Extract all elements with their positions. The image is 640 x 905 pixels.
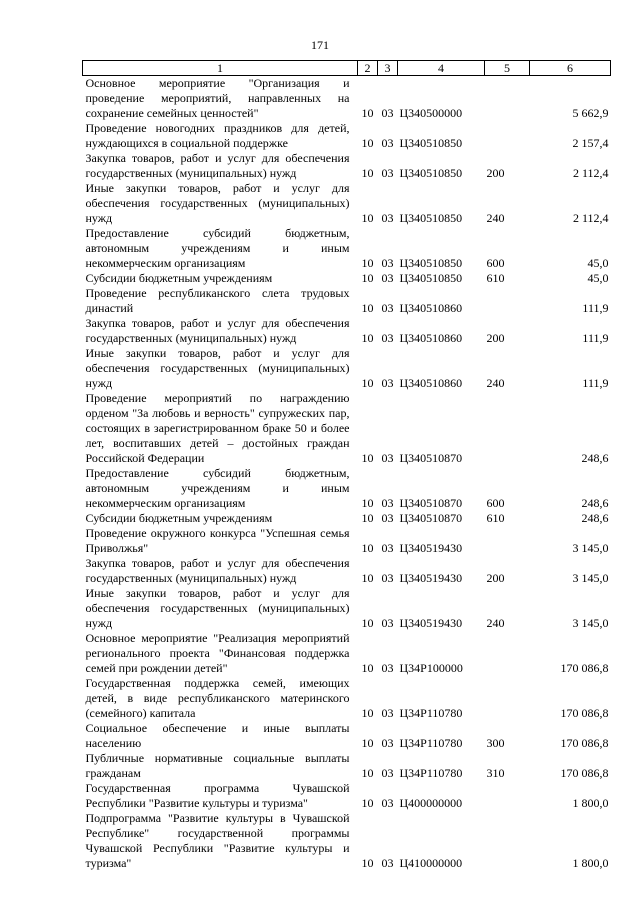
row-subsection: 03 xyxy=(381,856,394,870)
row-subsection: 03 xyxy=(381,736,394,750)
row-name: Государственная поддержка семей, имеющих детей, в виде республиканского материнского (семейного) капитала xyxy=(85,676,350,720)
row-name: Проведение окружного конкурса "Успешная семья Приволжья" xyxy=(85,526,350,555)
row-target-article: Ц340510850 xyxy=(399,271,463,285)
table-row xyxy=(83,121,611,151)
row-subsection: 03 xyxy=(381,661,394,675)
table-row xyxy=(83,586,611,631)
row-name: Государственная программа Чувашской Республики "Развитие культуры и туризма" xyxy=(85,781,350,810)
table-row xyxy=(83,286,611,316)
row-section: 10 xyxy=(361,496,374,510)
table-row xyxy=(83,556,611,586)
row-target-article: Ц340510850 xyxy=(399,166,463,180)
row-subsection: 03 xyxy=(381,211,394,225)
row-name: Иные закупки товаров, работ и услуг для обеспечения государственных (муниципальных) нужд xyxy=(85,586,350,630)
row-target-article: Ц34P110780 xyxy=(399,706,463,720)
row-name: Закупка товаров, работ и услуг для обеспечения государственных (муниципальных) нужд xyxy=(85,316,350,345)
row-name: Публичные нормативные социальные выплаты гражданам xyxy=(85,751,350,780)
row-section: 10 xyxy=(361,106,374,120)
row-target-article: Ц340519430 xyxy=(399,541,463,555)
table-row xyxy=(83,676,611,721)
row-target-article: Ц340510870 xyxy=(399,511,463,525)
row-target-article: Ц34P110780 xyxy=(399,766,463,780)
row-section: 10 xyxy=(361,331,374,345)
header-col-1: 1 xyxy=(83,61,358,76)
row-amount: 170 086,8 xyxy=(560,706,609,720)
row-amount: 1 800,0 xyxy=(572,796,609,810)
row-amount: 1 800,0 xyxy=(572,856,609,870)
row-name: Закупка товаров, работ и услуг для обеспечения государственных (муниципальных) нужд xyxy=(85,556,350,585)
row-subsection: 03 xyxy=(381,376,394,390)
row-amount: 170 086,8 xyxy=(560,736,609,750)
table-row xyxy=(83,181,611,226)
table-row xyxy=(83,271,611,286)
table-row xyxy=(83,466,611,511)
row-section: 10 xyxy=(361,766,374,780)
row-expense-type xyxy=(485,631,530,676)
row-target-article: Ц340510860 xyxy=(399,301,463,315)
row-name: Основное мероприятие "Реализация мероприятий регионального проекта "Финансовая поддержка семей при рождении детей" xyxy=(85,631,350,675)
row-section: 10 xyxy=(361,736,374,750)
row-section: 10 xyxy=(361,856,374,870)
row-subsection: 03 xyxy=(381,136,394,150)
row-name: Подпрограмма "Развитие культуры в Чувашской Республике" государственной программы Чувашской Республики "Развитие культуры и туризма" xyxy=(85,811,350,870)
row-expense-type xyxy=(485,76,530,122)
row-expense-type xyxy=(485,286,530,316)
row-section: 10 xyxy=(361,661,374,675)
row-expense-type: 240 xyxy=(486,211,505,225)
row-expense-type: 240 xyxy=(486,376,505,390)
row-target-article: Ц340510870 xyxy=(399,496,463,510)
header-col-6: 6 xyxy=(530,61,611,76)
row-subsection: 03 xyxy=(381,796,394,810)
row-section: 10 xyxy=(361,706,374,720)
row-section: 10 xyxy=(361,511,374,525)
row-name: Иные закупки товаров, работ и услуг для обеспечения государственных (муниципальных) нужд xyxy=(85,181,350,225)
row-expense-type: 200 xyxy=(486,571,505,585)
table-row xyxy=(83,316,611,346)
table-row xyxy=(83,76,611,122)
row-subsection: 03 xyxy=(381,616,394,630)
row-target-article: Ц340510860 xyxy=(399,376,463,390)
table-row xyxy=(83,151,611,181)
row-target-article: Ц340519430 xyxy=(399,616,463,630)
row-amount: 248,6 xyxy=(581,496,609,510)
row-amount: 248,6 xyxy=(581,511,609,525)
table-row xyxy=(83,631,611,676)
row-target-article: Ц340519430 xyxy=(399,571,463,585)
row-section: 10 xyxy=(361,376,374,390)
row-name: Проведение новогодних праздников для детей, нуждающихся в социальной поддержке xyxy=(85,121,350,150)
row-name: Социальное обеспечение и иные выплаты населению xyxy=(85,721,350,750)
row-expense-type xyxy=(485,121,530,151)
row-expense-type xyxy=(485,526,530,556)
row-target-article: Ц340510860 xyxy=(399,331,463,345)
row-expense-type: 600 xyxy=(486,256,505,270)
row-target-article: Ц340510850 xyxy=(399,136,463,150)
row-target-article: Ц340510870 xyxy=(399,451,463,465)
header-col-4: 4 xyxy=(398,61,485,76)
row-amount: 3 145,0 xyxy=(572,571,609,585)
page-number: 171 xyxy=(311,38,329,52)
row-amount: 111,9 xyxy=(582,301,609,315)
row-amount: 170 086,8 xyxy=(560,766,609,780)
table-row xyxy=(83,226,611,271)
header-col-2: 2 xyxy=(358,61,378,76)
row-amount: 2 112,4 xyxy=(572,166,609,180)
row-expense-type: 600 xyxy=(486,496,505,510)
row-target-article: Ц34P100000 xyxy=(399,661,463,675)
table-row xyxy=(83,511,611,526)
row-amount: 3 145,0 xyxy=(572,616,609,630)
row-amount: 111,9 xyxy=(582,331,609,345)
table-row xyxy=(83,721,611,751)
row-section: 10 xyxy=(361,451,374,465)
row-expense-type: 300 xyxy=(486,736,505,750)
row-amount: 111,9 xyxy=(582,376,609,390)
table-header-row xyxy=(83,61,611,76)
row-target-article: Ц410000000 xyxy=(399,856,463,870)
row-expense-type: 240 xyxy=(486,616,505,630)
row-expense-type: 200 xyxy=(486,331,505,345)
row-subsection: 03 xyxy=(381,451,394,465)
row-amount: 170 086,8 xyxy=(560,661,609,675)
row-expense-type: 310 xyxy=(486,766,505,780)
row-section: 10 xyxy=(361,571,374,585)
row-subsection: 03 xyxy=(381,706,394,720)
header-col-5: 5 xyxy=(485,61,530,76)
row-subsection: 03 xyxy=(381,106,394,120)
row-target-article: Ц340500000 xyxy=(399,106,463,120)
row-section: 10 xyxy=(361,796,374,810)
row-subsection: 03 xyxy=(381,166,394,180)
row-amount: 5 662,9 xyxy=(572,106,609,120)
row-target-article: Ц340510850 xyxy=(399,211,463,225)
row-section: 10 xyxy=(361,271,374,285)
table-row xyxy=(83,391,611,466)
row-name: Проведение республиканского слета трудовых династий xyxy=(85,286,350,315)
row-section: 10 xyxy=(361,301,374,315)
row-name: Субсидии бюджетным учреждениям xyxy=(85,271,273,285)
row-amount: 2 112,4 xyxy=(572,211,609,225)
row-subsection: 03 xyxy=(381,301,394,315)
row-subsection: 03 xyxy=(381,541,394,555)
row-target-article: Ц34P110780 xyxy=(399,736,463,750)
row-name: Закупка товаров, работ и услуг для обеспечения государственных (муниципальных) нужд xyxy=(85,151,350,180)
row-expense-type xyxy=(485,781,530,811)
row-section: 10 xyxy=(361,166,374,180)
row-subsection: 03 xyxy=(381,271,394,285)
table-row xyxy=(83,346,611,391)
row-subsection: 03 xyxy=(381,256,394,270)
row-section: 10 xyxy=(361,136,374,150)
row-subsection: 03 xyxy=(381,766,394,780)
row-name: Иные закупки товаров, работ и услуг для обеспечения государственных (муниципальных) нужд xyxy=(85,346,350,390)
row-name: Предоставление субсидий бюджетным, автономным учреждениям и иным некоммерческим организациям xyxy=(85,466,350,510)
row-subsection: 03 xyxy=(381,511,394,525)
table-row xyxy=(83,751,611,781)
row-expense-type xyxy=(485,676,530,721)
row-subsection: 03 xyxy=(381,571,394,585)
row-target-article: Ц340510850 xyxy=(399,256,463,270)
row-section: 10 xyxy=(361,211,374,225)
budget-table xyxy=(82,60,611,871)
row-expense-type: 200 xyxy=(486,166,505,180)
row-expense-type: 610 xyxy=(486,511,505,525)
row-name: Основное мероприятие "Организация и проведение мероприятий, направленных на сохранение семейных ценностей" xyxy=(85,76,350,120)
row-amount: 2 157,4 xyxy=(572,136,609,150)
row-expense-type: 610 xyxy=(486,271,505,285)
row-name: Субсидии бюджетным учреждениям xyxy=(85,511,273,525)
table-row xyxy=(83,526,611,556)
row-subsection: 03 xyxy=(381,331,394,345)
row-name: Предоставление субсидий бюджетным, автономным учреждениям и иным некоммерческим организациям xyxy=(85,226,350,270)
row-amount: 3 145,0 xyxy=(572,541,609,555)
row-amount: 248,6 xyxy=(581,451,609,465)
row-name: Проведение мероприятий по награждению орденом "За любовь и верность" супружеских пар, состоящих в зарегистрированном браке 50 и более лет, воспитавших детей – достойных граждан Российской Федерации xyxy=(85,391,350,465)
table-row xyxy=(83,811,611,871)
row-section: 10 xyxy=(361,616,374,630)
row-amount: 45,0 xyxy=(587,256,609,270)
row-expense-type xyxy=(485,811,530,871)
table-row xyxy=(83,781,611,811)
header-col-3: 3 xyxy=(378,61,398,76)
row-amount: 45,0 xyxy=(587,271,609,285)
table-body xyxy=(83,76,611,872)
row-target-article: Ц400000000 xyxy=(399,796,463,810)
row-section: 10 xyxy=(361,541,374,555)
row-subsection: 03 xyxy=(381,496,394,510)
row-expense-type xyxy=(485,391,530,466)
row-section: 10 xyxy=(361,256,374,270)
